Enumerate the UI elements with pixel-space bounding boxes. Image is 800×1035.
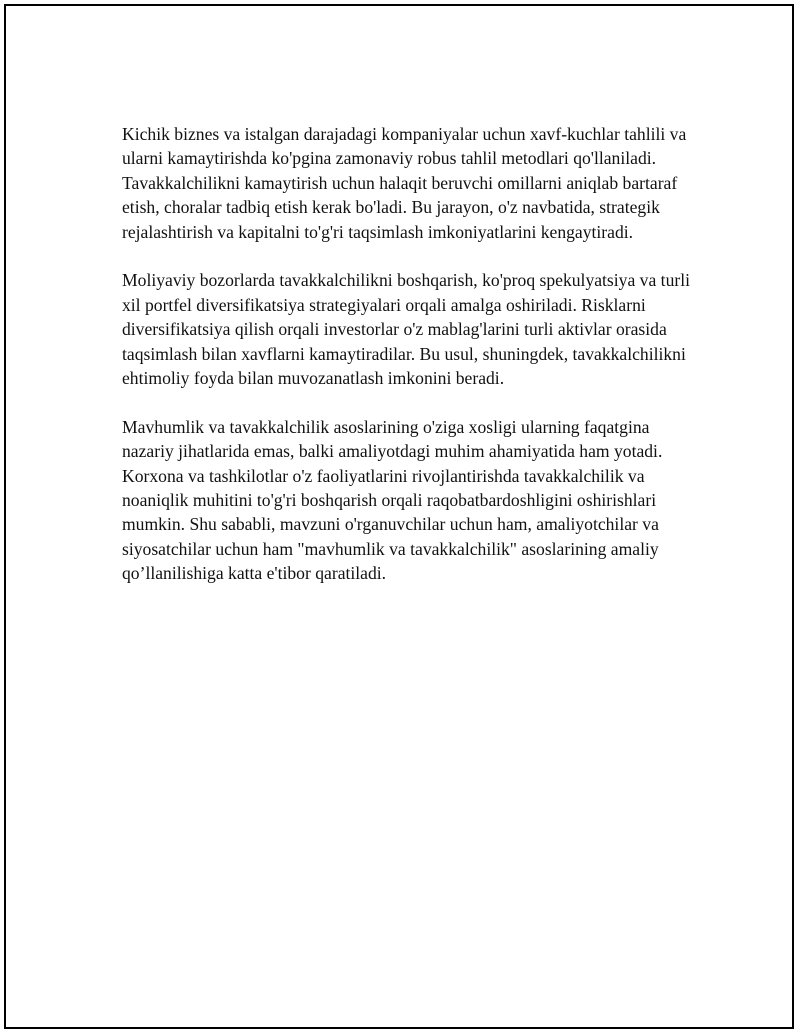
- paragraph-3: Mavhumlik va tavakkalchilik asoslarining o'ziga xosligi ularning faqatgina nazariy jihatlarida emas, balki amaliyotdagi muhim ahamiyatida ham yotadi. Korxona va tashkilotlar o'z faoliyatlarini rivojlantirishda tavakkalchilik va noaniqlik muhitini to'g'ri boshqarish orqali raqobatbardoshligini oshirishlari mumkin. Shu sababli, mavzuni o'rganuvchilar uchun ham, amaliyotchilar va siyosatchilar uchun ham "mavhumlik va tavakkalchilik" asoslarining amaliy qo’llanilishiga katta e'tibor qaratiladi.: [122, 416, 663, 584]
- document-body: [122, 122, 694, 586]
- paragraph-2: Moliyaviy bozorlarda tavakkalchilikni boshqarish, ko'proq spekulyatsiya va turli xil portfel diversifikatsiya strategiyalari orqali amalga oshiriladi. Risklarni diversifikatsiya qilish orqali investorlar o'z mablag'larini turli aktivlar orasida taqsimlash bilan xavflarni kamaytiradilar. Bu usul, shuningdek, tavakkalchilikni ehtimoliy foyda bilan muvozanatlash imkonini beradi.: [122, 270, 690, 389]
- paragraph-1: Kichik biznes va istalgan darajadagi kompaniyalar uchun xavf-kuchlar tahlili va ularni kamaytirishda ko'pgina zamonaviy robus tahlil metodlari qo'llaniladi. Tavakkalchilikni kamaytirish uchun halaqit beruvchi omillarni aniqlab bartaraf etish, choralar tadbiq etish kerak bo'ladi. Bu jarayon, o'z navbatida, strategik rejalashtirish va kapitalni to'g'ri taqsimlash imkoniyatlarini kengaytiradi.: [122, 124, 687, 242]
- page-frame: [4, 4, 794, 1029]
